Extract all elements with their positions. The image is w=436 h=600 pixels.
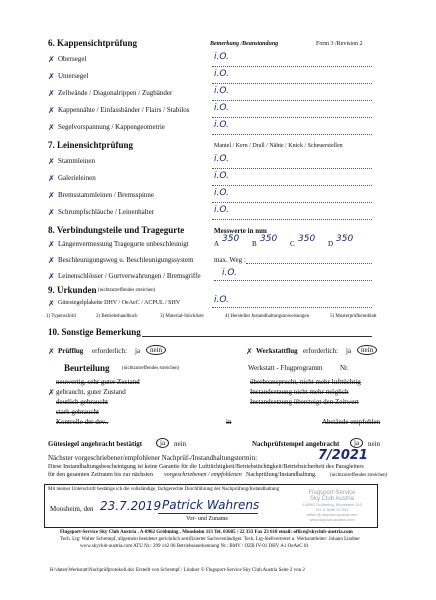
werkstattflug-erforderlich: erforderlich: (303, 347, 338, 355)
disclaimer-1: Diese Instandhaltungsbescheinigung ist keine Garantie für die Lufttüchtigkeit/Betriebstüchtigkeit/Betriebsicherheit des Paragleiters (48, 464, 364, 470)
riser-c-label: C (290, 240, 295, 248)
stamp-line: office @ skyclub-austria.com (306, 512, 358, 517)
stamp-line: www.skyclub-austria.com (309, 517, 355, 522)
section-9-title: 9. Urkunden (48, 285, 97, 295)
werkstattflug-nein: nein (357, 345, 377, 355)
section-6-title: 6. Kappensichtprüfung (48, 38, 138, 48)
stamp-line: Sky Club Austria (309, 496, 355, 502)
value-segelvorspannung: i.O. (214, 120, 229, 130)
nachpruef-nein: nein (368, 440, 381, 448)
value-leinenschloesser: i.O. (222, 268, 237, 278)
riser-a-value: 350 (222, 234, 240, 244)
nr-label: Nr. (340, 364, 349, 372)
check-mark: ✗ (48, 347, 55, 356)
check-mark: ✗ (48, 240, 55, 249)
item-galerieleinen: Galerieleinen (58, 174, 96, 182)
dotted-line (212, 83, 372, 84)
signature-date: 23.7.2019 (100, 499, 162, 513)
section-9-note: (nichtzutreffendes streichen) (98, 288, 156, 293)
check-mark: ✗ (48, 157, 55, 166)
signature-name: Patrick Wahrens (162, 498, 260, 512)
dotted-line (212, 100, 372, 101)
werkstatt-label: Werkstatt - Flugprogramm (248, 364, 323, 372)
check-mark: ✗ (48, 72, 55, 81)
state-stark: stark gebraucht (56, 408, 99, 416)
disclaimer-2: für den gesamten Zeitraum bis zur nächsten (48, 472, 153, 478)
item-stammleinen: Stammleinen (58, 157, 95, 165)
doc-5: 5) Musterprüfkennblatt (330, 314, 377, 319)
leinen-header: Mantel / Kern / Drall / Nähte / Knick / Scheuerstellen (214, 143, 343, 149)
max-weg-label: max. Weg : (214, 256, 246, 264)
value-obersegel: i.O. (214, 52, 229, 62)
pruefflug-ja: ja (135, 347, 141, 355)
remark-line (142, 336, 372, 337)
signature-header: Mit meiner Unterschrift bestätige ich die vollständige, fachgerechte Durchführung der Nachprüfung/Instandhaltung (48, 487, 280, 492)
value-stammleinen: i.O. (214, 154, 229, 164)
check-mark: ✗ (48, 106, 55, 115)
value-galerieleinen: i.O. (214, 171, 229, 181)
value-zellwaende: i.O. (214, 86, 229, 96)
section-10-title: 10. Sonstige Bemerkung (48, 327, 141, 337)
dotted-line (212, 202, 372, 203)
dotted-line (214, 280, 372, 281)
riser-d-value: 350 (336, 234, 354, 244)
dotted-line (212, 219, 372, 220)
check-mark: ✗ (48, 89, 55, 98)
check-mark: ✗ (48, 208, 55, 217)
item-guetesiegel: Gütesiegelplakette DHV / OeAeC / ACPUL / SHV (58, 300, 181, 306)
company-stamp (290, 490, 374, 522)
item-bremsstammleinen: Bremsstammleinen / Bremsspinne (58, 191, 155, 199)
doc-2: 2) Betriebshandbuch (96, 314, 138, 319)
disclaimer-3: vorgeschriebenen / empfohlenen (164, 472, 242, 478)
check-mark: ✗ (48, 256, 55, 265)
disclaimer-5: (nichtzutreffendes streichen) (330, 473, 388, 478)
check-mark: ✗ (48, 388, 55, 397)
dotted-line (212, 134, 372, 135)
check-mark: ✗ (48, 299, 55, 308)
check-mark: ✗ (48, 272, 55, 281)
dotted-line (212, 168, 372, 169)
value-untersegel: i.O. (214, 69, 229, 79)
state-neuwertig: neuwertig, sehr guter Zustand (56, 378, 140, 386)
check-mark: ✗ (48, 174, 55, 183)
nachpruef-ja: ja (350, 438, 363, 448)
state-gebraucht-gut: gebraucht, guter Zustand (56, 388, 126, 396)
check-mark: ✗ (246, 347, 253, 356)
signature-caption: Vor- und Zuname (186, 516, 229, 522)
state-deutlich: deutlich gebraucht (56, 398, 108, 406)
item-obersegel: Obersegel (58, 55, 87, 63)
naechster-label: Nächster vorgeschriebener/empfohlener Nachprüf-/Instandhaltungstermin: (48, 454, 258, 462)
pruefflug-nein: nein (146, 345, 166, 355)
stamp-line: Flugsport-Service (308, 490, 356, 496)
value-guetesiegel: i.O. (214, 295, 229, 305)
werkstattflug-label: Werkstattflug (256, 347, 298, 355)
item-leinenschloesser: Leinenschlösser / Gurtverwahrungen / Bremsgriffe (58, 272, 201, 280)
werkstattflug-ja: ja (346, 347, 352, 355)
naechster-value: 7/2021 (318, 448, 368, 463)
doc-4: 4) Hersteller Instandhaltungsanweisungen (225, 314, 310, 319)
riser-a-label: A (214, 240, 220, 248)
signature-place: Moosheim, den (50, 505, 94, 513)
item-segelvorspannung: Segelvorspannung / Kappengeometrie (58, 123, 165, 131)
dotted-line (212, 185, 372, 186)
item-laengenvermessung: Längenvermessung Tragegurte unbeschleunigt (58, 240, 189, 248)
state-abstaende: Abstände empfohlen (322, 418, 381, 426)
form-revision: Form 3 /Revision 2 (316, 41, 363, 47)
dotted-line (212, 117, 372, 118)
riser-b-label: B (252, 240, 257, 248)
check-mark: ✗ (48, 191, 55, 200)
footer-line-3: www.skyclub-austria.com ATU Nr.: 299 142 06 Betriebsanerkennung Nr.: BMV / OZB IV-01 DHV A1 OeAeC 01 (80, 544, 309, 549)
nachpruef-label: Nachprüfstempel angebracht (252, 440, 340, 448)
item-kappennaehte: Kappennähte / Einfassbänder / Flairs / Stabilos (58, 106, 190, 114)
check-mark: ✗ (48, 55, 55, 64)
guetesiegel-nein: nein (174, 440, 187, 448)
dotted-line (212, 66, 372, 67)
beurteilung-title: Beurteilung (64, 363, 110, 373)
stamp-line: Tel. 0 3685 22 333 (315, 507, 349, 512)
check-mark: ✗ (48, 123, 55, 132)
item-zellwaende: Zellwände / Diagonalrippen / Zugbänder (58, 89, 173, 97)
value-schrumpfschlaeuche: i.O. (214, 205, 229, 215)
disclaimer-4: Nachprüfung/Instandhaltung. (246, 472, 317, 478)
state-kontrolle: Kontrolle der dev.. (56, 418, 109, 426)
doc-3: 3) Material-Stückliste (160, 314, 204, 319)
item-untersegel: Untersegel (58, 72, 89, 80)
guetesiegel-label: Gütesiegel angebracht bestätigt (48, 440, 143, 448)
doc-1: 1) Typenschild (46, 314, 76, 319)
section-8-title: 8. Verbindungsteile und Tragegurte (48, 225, 185, 235)
signature-line (158, 513, 258, 514)
dotted-line (212, 307, 372, 308)
file-path: H:\daten\Werkstatt\Nachprüfprotokoll.doc Erstellt von Schrempf / Lindner © Flugsport-Service Sky Club Austria Seite 2 von 2 (50, 568, 305, 573)
riser-d-label: D (328, 240, 334, 248)
state-ueberbeansprucht: überbeansprucht, nicht mehr lufttüchtig (250, 378, 361, 386)
state-instandsetzung-zeitwert: Instandsetzung übersteigt den Zeitwert (250, 398, 359, 406)
measure-header: Messwerte in mm (214, 227, 267, 235)
footer-line-1: Flugsport-Service Sky Club Austria . A-8962 Gröbming . Moosheim 113 Tel. 03685 / 22 333 Fax 23 618 email: office@skyclub-austria.com (60, 530, 353, 535)
state-instandsetzung-nicht: Instandsetzung nicht mehr möglich (250, 388, 349, 396)
remark-header: Bemerkung /Beanstandung (210, 41, 279, 47)
pruefflug-label: Prüfflug (58, 347, 84, 355)
pruefflug-erforderlich: erforderlich: (92, 347, 127, 355)
footer-line-2: Tech. Ltg: Walter Schrempf, allgemein beeideter gerichtlich zertifizierter Sachverständiger. Tech. Ltg-Stellvertreter u. Werkstattleiter: Johann Lindner (60, 537, 360, 542)
beurteilung-note: (nichtzutreffendes streichen) (122, 366, 180, 371)
item-schrumpfschlaeuche: Schrumpfschläuche / Leinenhalter (58, 208, 155, 216)
guetesiegel-ja: ja (156, 438, 169, 448)
section-7-title: 7. Leinensichtprüfung (48, 140, 134, 150)
dotted-line (246, 263, 372, 264)
state-in: in (226, 418, 232, 426)
stamp-line: A-8962 Gröbming, Mooshelm 113 (302, 502, 362, 507)
item-beschleunigung: Beschleunigungsweg u. Beschleunigungssystem (58, 256, 194, 264)
value-bremsstammleinen: i.O. (214, 188, 229, 198)
riser-b-value: 350 (260, 234, 278, 244)
value-kappennaehte: i.O. (214, 103, 229, 113)
riser-c-value: 350 (298, 234, 316, 244)
